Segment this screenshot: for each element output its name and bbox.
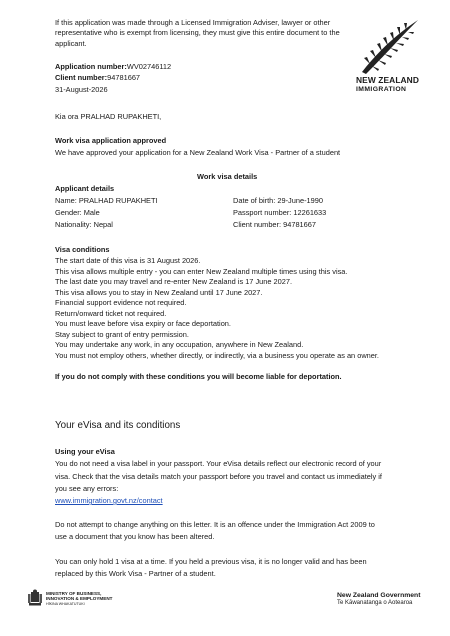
condition-line: The last date you may travel and re-enter New Zealand is 17 June 2027.	[55, 277, 293, 286]
contact-link[interactable]: www.immigration.govt.nz/contact	[55, 496, 163, 505]
ministry-line: MINISTRY OF BUSINESS,	[46, 591, 102, 596]
hold-visa-line: You can only hold 1 visa at a time. If you held a previous visa, it is no longer valid and has been	[55, 557, 367, 566]
approval-text: We have approved your application for a New Zealand Work Visa - Partner of a student	[55, 148, 341, 157]
condition-line: This visa allows multiple entry - you can enter New Zealand multiple times using this visa.	[55, 266, 348, 276]
using-evisa-heading: Using your eVisa	[55, 447, 115, 456]
visa-conditions-heading: Visa conditions	[55, 245, 110, 254]
greeting: Kia ora PRALHAD RUPAKHETI,	[55, 112, 162, 121]
nz-government-logo	[337, 592, 420, 608]
condition-line: You must not employ others, whether directly, or indirectly, via a business you operate as an owner.	[55, 350, 379, 360]
applicant-nationality: Nationality: Nepal	[55, 220, 113, 229]
condition-line: Financial support evidence not required.	[55, 298, 187, 307]
applicant-details-heading: Applicant details	[55, 184, 115, 193]
applicant-client-number: Client number: 94781667	[233, 220, 316, 229]
condition-line: Return/onward ticket not required.	[55, 308, 167, 318]
government-maori-name: Te Kāwanatanga o Aotearoa	[337, 600, 413, 606]
using-evisa-line: You do not need a visa label in your passport. Your eVisa details reflect our electronic record of your	[55, 459, 382, 468]
offence-line: Do not attempt to change anything on this letter. It is an offence under the Immigration Act 2009 to	[55, 520, 375, 529]
applicant-passport: Passport number: 12261633	[233, 208, 327, 217]
ministry-logo	[28, 589, 112, 607]
hold-visa-line: replaced by this Work Visa - Partner of a student.	[55, 569, 216, 578]
ministry-line: HĪKINA WHAKATUTUKI	[46, 601, 85, 606]
applicant-dob: Date of birth: 29-June-1990	[233, 196, 323, 205]
client-number-label: Client number:	[55, 73, 108, 82]
application-number	[55, 62, 171, 72]
evisa-section-title: Your eVisa and its conditions	[55, 420, 181, 431]
details-title: Work visa details	[197, 172, 258, 181]
using-evisa-line: you see any errors:	[55, 484, 119, 493]
condition-line: This visa allows you to stay in New Zealand until 17 June 2027.	[55, 287, 263, 297]
offence-line: use a document that you know has been altered.	[55, 532, 215, 541]
logo-title: NEW ZEALAND	[356, 75, 419, 85]
intro-notice: If this application was made through a Licensed Immigration Adviser, lawyer or other representative who is exempt from licensing, they must give this entire document to the applicant.	[55, 18, 340, 48]
government-name: New Zealand Government	[337, 592, 421, 599]
logo-subtitle: IMMIGRATION	[356, 86, 407, 93]
letter-date: 31-August-2026	[55, 85, 108, 94]
deportation-warning: If you do not comply with these conditions you will become liable for deportation.	[55, 372, 342, 381]
ministry-line: INNOVATION & EMPLOYMENT	[46, 596, 113, 602]
approval-heading: Work visa application approved	[55, 136, 167, 145]
condition-line: Stay subject to grant of entry permission.	[55, 329, 189, 339]
client-number-value: 94781667	[107, 73, 141, 82]
condition-line: You may undertake any work, in any occupation, anywhere in New Zealand.	[55, 340, 304, 349]
condition-line: The start date of this visa is 31 August 2026.	[55, 256, 201, 265]
client-number	[55, 73, 140, 83]
applicant-gender: Gender: Male	[55, 208, 100, 217]
application-number-label: Application number:	[55, 62, 127, 71]
coat-of-arms-icon	[28, 589, 42, 607]
applicant-name: Name: PRALHAD RUPAKHETI	[55, 196, 158, 205]
application-number-value: WV02746112	[126, 62, 172, 71]
using-evisa-line: visa. Check that the visa details match your passport before you travel and contact us immediately if	[55, 472, 382, 481]
condition-line: You must leave before visa expiry or face deportation.	[55, 319, 231, 328]
